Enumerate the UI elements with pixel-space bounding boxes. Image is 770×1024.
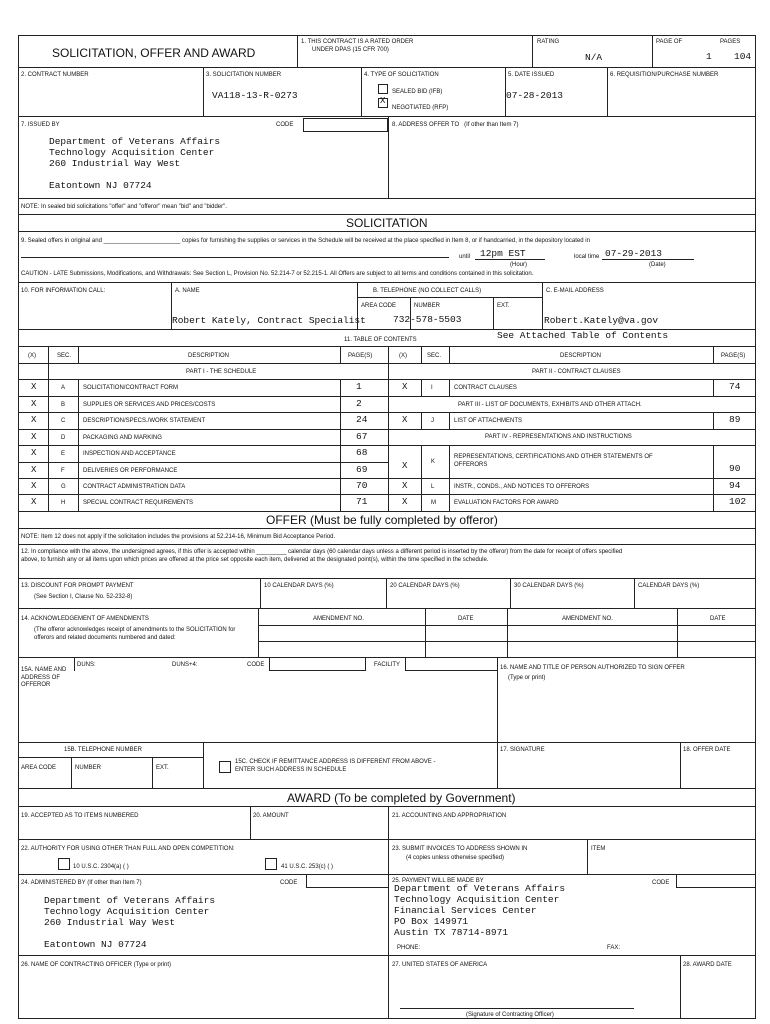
- toc-row-x: X: [31, 415, 37, 425]
- payment-address: Department of Veterans Affairs Technology Acquisition Center Financial Services Center PO Box 149971 Austin TX 78714-8971: [394, 883, 566, 938]
- toc-row-desc: DELIVERIES OR PERFORMANCE: [83, 468, 178, 474]
- usc-2304-label: 10 U.S.C. 2304(a) ( ): [73, 864, 129, 870]
- toc-col-desc-2: DESCRIPTION: [560, 353, 602, 359]
- toc-row-j-desc: LIST OF ATTACHMENTS: [454, 418, 523, 424]
- toc-row-desc: CONTRACT ADMINISTRATION DATA: [83, 484, 186, 490]
- toc-row-pages: 1: [356, 381, 362, 392]
- usc-253-label: 41 U.S.C. 253(c) ( ): [281, 864, 334, 870]
- toc-row-sec: F: [61, 468, 65, 474]
- toc-row-sec: A: [61, 385, 66, 391]
- area-code-label: AREA CODE: [361, 303, 397, 309]
- email-value: Robert.Kately@va.gov: [544, 315, 659, 326]
- toc-row-m-sec: M: [431, 500, 436, 506]
- date-issued-label: 5. DATE ISSUED: [508, 72, 555, 78]
- offeror-area-code-label: AREA CODE: [21, 765, 57, 771]
- toc-row-j-pages: 89: [729, 414, 741, 425]
- fax-label: FAX:: [607, 945, 621, 951]
- offeror-number-label: NUMBER: [75, 765, 102, 771]
- toc-row-sec: E: [61, 451, 66, 457]
- toc-row-sec: G: [61, 484, 66, 490]
- solicitation-number-label: 3. SOLICITATION NUMBER: [206, 72, 282, 78]
- toc-row-i-sec: I: [431, 385, 433, 391]
- toc-row-l-x: X: [402, 481, 408, 491]
- toc-row-desc: SUPPLIES OR SERVICES AND PRICES/COSTS: [83, 402, 216, 408]
- hour-value: 12pm EST: [480, 248, 526, 259]
- item19-label: 19. ACCEPTED AS TO ITEMS NUMBERED: [21, 813, 139, 819]
- telephone-number-label: 15B. TELEPHONE NUMBER: [64, 747, 142, 753]
- item9-text: 9. Sealed offers in original and _______________________ copies for furnishing the supplies or services in the Schedule will be received at the place specified in Item 8, or if handcarried, in the depository located in: [21, 238, 590, 244]
- item15c-label: 15C. CHECK IF REMITTANCE ADDRESS IS DIFFERENT FROM ABOVE - ENTER SUCH ADDRESS IN SCHEDULE: [235, 759, 436, 773]
- item22-label: 22. AUTHORITY FOR USING OTHER THAN FULL AND OPEN COMPETITION:: [21, 846, 235, 852]
- toc-label: 11. TABLE OF CONTENTS: [344, 337, 417, 343]
- duns-label: DUNS:: [77, 662, 96, 668]
- toc-row-x: X: [31, 382, 37, 392]
- toc-row-x: X: [31, 399, 37, 409]
- toc-row-x: X: [31, 465, 37, 475]
- toc-row-x: X: [31, 481, 37, 491]
- item18-label: 18. OFFER DATE: [683, 747, 731, 753]
- toc-row-pages: 24: [356, 414, 368, 425]
- ext-label: EXT.: [497, 303, 510, 309]
- rated-order-label: 1. THIS CONTRACT IS A RATED ORDER: [301, 39, 414, 45]
- page-of-label: PAGE OF: [656, 39, 683, 45]
- toc-row-pages: 67: [356, 431, 368, 442]
- form-title: SOLICITATION, OFFER AND AWARD: [52, 46, 256, 60]
- toc-row-pages: 2: [356, 398, 362, 409]
- item16-label: 16. NAME AND TITLE OF PERSON AUTHORIZED TO SIGN OFFER: [500, 665, 685, 671]
- toc-row-desc: PACKAGING AND MARKING: [83, 435, 162, 441]
- part2-label: PART II - CONTRACT CLAUSES: [532, 369, 621, 375]
- contract-number-label: 2. CONTRACT NUMBER: [21, 72, 89, 78]
- toc-row-l-desc: INSTR., CONDS., AND NOTICES TO OFFERORS: [454, 484, 590, 490]
- toc-col-pages-2: PAGE(S): [721, 353, 746, 359]
- toc-row-desc: DESCRIPTION/SPECS./WORK STATEMENT: [83, 418, 206, 424]
- discount-30-days: 30 CALENDAR DAYS (%): [514, 583, 584, 589]
- type-solicitation-label: 4. TYPE OF SOLICITATION: [364, 72, 439, 78]
- remittance-checkbox[interactable]: [219, 761, 231, 773]
- toc-note: See Attached Table of Contents: [497, 330, 669, 341]
- phone-label: PHONE:: [397, 945, 421, 951]
- toc-row-k-desc: REPRESENTATIONS, CERTIFICATIONS AND OTHER STATEMENTS OF OFFERORS: [454, 454, 653, 468]
- toc-row-k-x: X: [402, 461, 408, 471]
- discount-other-days: CALENDAR DAYS (%): [638, 583, 700, 589]
- award-heading: AWARD (To be completed by Government): [287, 791, 516, 805]
- note-sealed-bid: NOTE: In sealed bid solicitations "offer" and "offeror" mean "bid" and "bidder".: [21, 204, 227, 210]
- issued-by-address: Department of Veterans Affairs Technology Acquisition Center 260 Industrial Way West Eatontown NJ 07724: [49, 136, 221, 191]
- toc-row-desc: SPECIAL CONTRACT REQUIREMENTS: [83, 500, 194, 506]
- discount-20-days: 20 CALENDAR DAYS (%): [390, 583, 460, 589]
- item24-label: 24. ADMINISTERED BY (If other than Item 7): [21, 880, 142, 886]
- item23-label: 23. SUBMIT INVOICES TO ADDRESS SHOWN IN: [392, 846, 528, 852]
- administered-by-address: Department of Veterans Affairs Technology Acquisition Center 260 Industrial Way West Eatontown NJ 07724: [44, 895, 216, 950]
- number-label: NUMBER: [414, 303, 441, 309]
- toc-row-pages: 71: [356, 496, 368, 507]
- toc-row-pages: 70: [356, 480, 368, 491]
- toc-row-pages: 68: [356, 447, 368, 458]
- item24-code-label: CODE: [280, 880, 298, 886]
- item23-sub: (4 copies unless otherwise specified): [406, 855, 505, 861]
- item-label: ITEM: [591, 846, 606, 852]
- phone-value: 732-578-5503: [393, 314, 462, 325]
- part3-label: PART III - LIST OF DOCUMENTS, EXHIBITS AND OTHER ATTACH.: [458, 402, 642, 408]
- toc-row-l-pages: 94: [729, 480, 741, 491]
- item27-label: 27. UNITED STATES OF AMERICA: [392, 962, 488, 968]
- item12-text: 12. In compliance with the above, the undersigned agrees, if this offer is accepted within _________ calendar days (60 calendar days unless a different period is inserted by the offeror) from the date for receipt of offers specified above, to furnish any or all items upon which prices are offered at the price set opposite each item, delivered at the designated point(s), within the time specified in the schedule.: [21, 549, 623, 563]
- toc-row-i-pages: 74: [729, 381, 741, 392]
- toc-row-desc: INSPECTION AND ACCEPTANCE: [83, 451, 176, 457]
- caution-text: CAUTION - LATE Submissions, Modifications, and Withdrawals: See Section L, Provision No. 52.214-7 or 52.215-1. All Offers are subject to all terms and conditions contained in this solicitation.: [21, 271, 534, 277]
- item20-label: 20. AMOUNT: [253, 813, 289, 819]
- toc-row-j-x: X: [402, 415, 408, 425]
- usc-2304-checkbox[interactable]: [58, 858, 70, 870]
- signature-contracting-officer: (Signature of Contracting Officer): [466, 1012, 554, 1018]
- pages-value: 104: [734, 51, 752, 62]
- amendment-no-label-2: AMENDMENT NO.: [562, 616, 613, 622]
- duns4-label: DUNS+4:: [172, 662, 198, 668]
- toc-row-i-desc: CONTRACT CLAUSES: [454, 385, 517, 391]
- toc-row-m-desc: EVALUATION FACTORS FOR AWARD: [454, 500, 559, 506]
- discount-10-days: 10 CALENDAR DAYS (%): [264, 583, 334, 589]
- toc-row-desc: SOLICITATION/CONTRACT FORM: [83, 385, 179, 391]
- note-item12: NOTE: Item 12 does not apply if the solicitation includes the provisions at 52.214-16, Minimum Bid Acceptance Period.: [21, 534, 336, 540]
- requisition-label: 6. REQUISITION/PURCHASE NUMBER: [610, 72, 719, 78]
- discount-sub: (See Section I, Clause No. 52-232-8): [34, 594, 133, 600]
- until-label: until: [459, 254, 471, 260]
- amendment-date-label: DATE: [458, 616, 474, 622]
- toc-row-m-pages: 102: [729, 496, 747, 507]
- toc-col-x: (X): [28, 353, 36, 359]
- part4-label: PART IV - REPRESENTATIONS AND INSTRUCTIONS: [485, 434, 632, 440]
- offeror-ext-label: EXT.: [156, 765, 169, 771]
- name-address-offeror-label: 15A. NAME AND ADDRESS OF OFFEROR: [21, 667, 67, 688]
- email-label: C. E-MAIL ADDRESS: [546, 288, 604, 294]
- sealed-bid-label: SEALED BID (IFB): [392, 89, 443, 95]
- item25-label: 25. PAYMENT WILL BE MADE BY: [392, 878, 484, 884]
- date-issued: 07-28-2013: [506, 90, 564, 101]
- name-label: A. NAME: [175, 288, 200, 294]
- amendment-date-label-2: DATE: [710, 616, 726, 622]
- toc-row-sec: C: [61, 418, 66, 424]
- item21-label: 21. ACCOUNTING AND APPROPRIATION: [392, 813, 507, 819]
- item17-label: 17. SIGNATURE: [500, 747, 545, 753]
- toc-row-x: X: [31, 448, 37, 458]
- toc-row-pages: 69: [356, 464, 368, 475]
- toc-col-sec-2: SEC.: [427, 353, 442, 359]
- local-time-label: local time: [574, 254, 600, 260]
- toc-row-l-sec: L: [431, 484, 435, 490]
- contact-name: Robert Kately, Contract Specialist: [172, 315, 366, 326]
- toc-col-desc: DESCRIPTION: [188, 353, 230, 359]
- toc-row-k-sec: K: [431, 459, 436, 465]
- part1-label: PART I - THE SCHEDULE: [186, 369, 257, 375]
- toc-col-pages: PAGE(S): [348, 353, 373, 359]
- toc-row-sec: B: [61, 402, 66, 408]
- item16-sub: (Type or print): [508, 675, 546, 681]
- offer-heading: OFFER (Must be fully completed by offeror): [266, 513, 498, 527]
- address-offer-label: 8. ADDRESS OFFER TO (If other than Item 7): [392, 122, 519, 128]
- page-value: 1: [706, 51, 712, 62]
- rating-label: RATING: [537, 39, 560, 45]
- facility-label: FACILITY: [374, 662, 401, 668]
- item28-label: 28. AWARD DATE: [683, 962, 732, 968]
- solicitation-heading: SOLICITATION: [346, 216, 428, 230]
- rated-order-sub: UNDER DPAS (15 CFR 700): [312, 47, 389, 53]
- discount-label: 13. DISCOUNT FOR PROMPT PAYMENT: [21, 583, 134, 589]
- toc-row-sec: D: [61, 435, 66, 441]
- sealed-bid-checkbox[interactable]: [378, 84, 388, 94]
- issued-by-label: 7. ISSUED BY: [21, 122, 60, 128]
- ack-sub: (The offeror acknowledges receipt of amendments to the SOLICITATION for offerors and related documents numbered and dated:: [34, 627, 236, 641]
- toc-col-x-2: (X): [399, 353, 407, 359]
- toc-row-m-x: X: [402, 497, 408, 507]
- solicitation-number: VA118-13-R-0273: [212, 90, 298, 101]
- toc-row-x: X: [31, 497, 37, 507]
- toc-row-k-pages: 90: [729, 463, 741, 474]
- offeror-code-label: CODE: [247, 662, 265, 668]
- toc-row-i-x: X: [402, 382, 408, 392]
- ack-label: 14. ACKNOWLEDGEMENT OF AMENDMENTS: [21, 616, 149, 622]
- negotiated-label: NEGOTIATED (RFP): [392, 105, 449, 111]
- rating-value: N/A: [585, 52, 603, 63]
- date-label: (Date): [649, 262, 666, 268]
- toc-row-sec: H: [61, 500, 66, 506]
- toc-row-x: X: [31, 432, 37, 442]
- hour-label: (Hour): [510, 262, 528, 268]
- item25-code-label: CODE: [652, 880, 670, 886]
- telephone-label: B. TELEPHONE (NO COLLECT CALLS): [373, 288, 482, 294]
- toc-row-j-sec: J: [431, 418, 434, 424]
- pages-label: PAGES: [720, 39, 741, 45]
- amendment-no-label: AMENDMENT NO.: [313, 616, 364, 622]
- usc-253-checkbox[interactable]: [265, 858, 277, 870]
- toc-col-sec: SEC.: [57, 353, 72, 359]
- negotiated-mark: X: [380, 96, 386, 106]
- date-value: 07-29-2013: [605, 248, 663, 259]
- item26-label: 26. NAME OF CONTRACTING OFFICER (Type or print): [21, 962, 172, 968]
- info-call-label: 10. FOR INFORMATION CALL:: [21, 288, 106, 294]
- issued-by-code-label: CODE: [276, 122, 294, 128]
